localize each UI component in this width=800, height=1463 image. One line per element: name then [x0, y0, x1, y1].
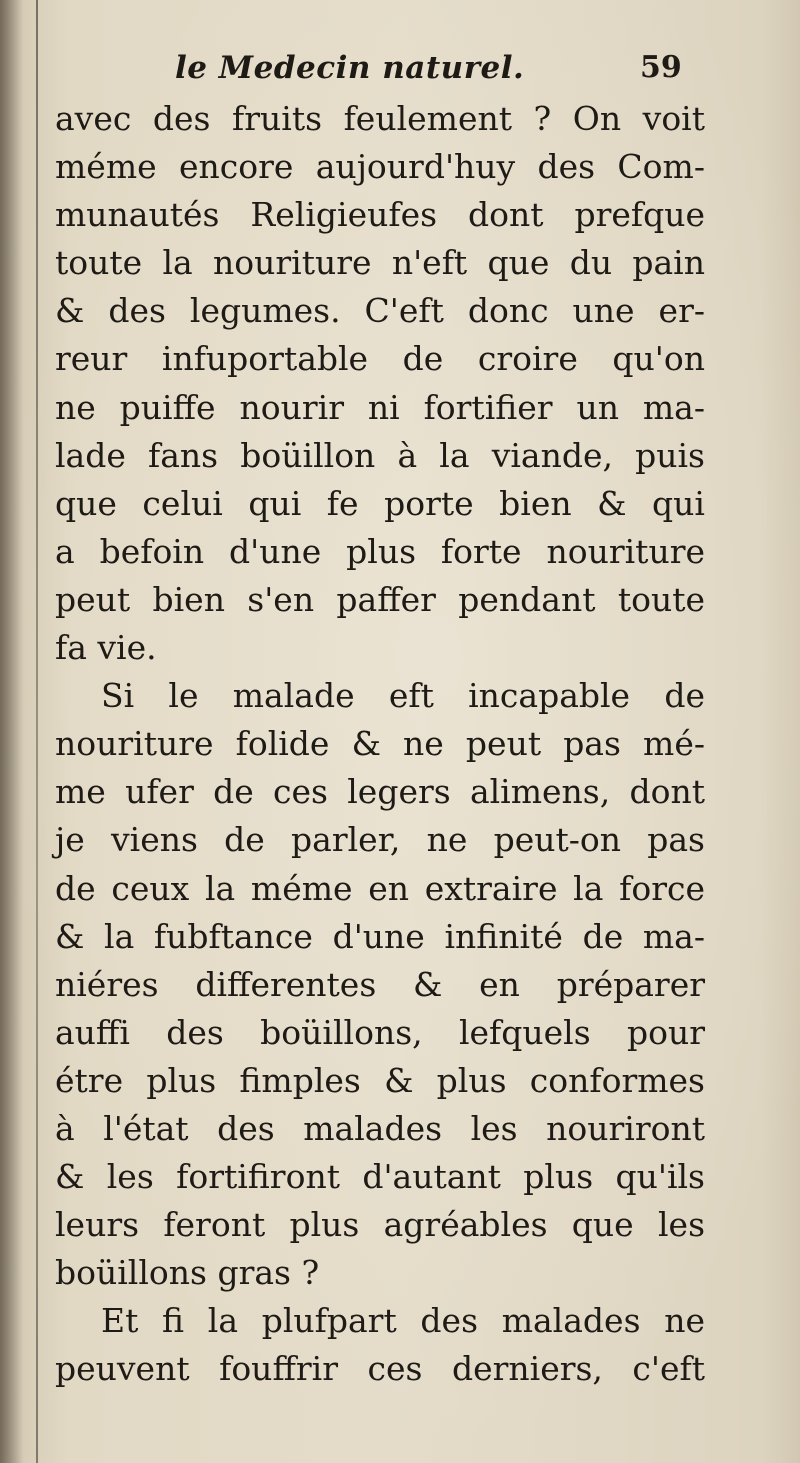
- text-line: & des legumes. C'eft donc une er-: [55, 291, 705, 331]
- text-line: que celui qui fe porte bien & qui: [55, 483, 705, 523]
- text-line: auffi des boüillons, lefquels pour: [55, 1012, 705, 1052]
- text-line: me ufer de ces legers alimens, dont: [55, 772, 705, 812]
- text-line: étre plus fimples & plus conformes: [55, 1060, 705, 1100]
- text-line: ne puiffe nourir ni fortifier un ma-: [55, 387, 705, 427]
- text-line: à l'état des malades les nouriront: [55, 1108, 705, 1148]
- text-line: leurs feront plus agréables que les: [55, 1205, 705, 1245]
- text-line: toute la nouriture n'eft que du pain: [55, 243, 705, 283]
- text-line: nouriture folide & ne peut pas mé-: [55, 724, 705, 764]
- text-line: je viens de parler, ne peut-on pas: [55, 820, 705, 860]
- running-head: [0, 50, 800, 90]
- text-line: méme encore aujourd'huy des Com-: [55, 147, 705, 187]
- text-line: munautés Religieufes dont prefque: [55, 195, 705, 235]
- text-line: fa vie.: [55, 628, 157, 668]
- text-line: avec des fruits feulement ? On voit: [55, 99, 705, 138]
- text-line: peuvent fouffrir ces derniers, c'eft: [55, 1349, 705, 1389]
- text-line: peut bien s'en paffer pendant toute: [55, 579, 705, 619]
- text-line: Si le malade eft incapable de: [101, 676, 705, 716]
- text-line: niéres differentes & en préparer: [55, 964, 705, 1004]
- text-line: boüillons gras ?: [55, 1253, 320, 1293]
- text-line: Et fi la plufpart des malades ne: [101, 1301, 705, 1341]
- text-line: de ceux la méme en extraire la force: [55, 868, 705, 908]
- body-text: [55, 95, 705, 1394]
- page-number: 59: [640, 50, 682, 85]
- text-line: & la fubftance d'une infinité de ma-: [55, 916, 705, 956]
- text-line: reur infuportable de croire qu'on: [55, 339, 705, 379]
- running-title: le Medecin naturel.: [175, 50, 525, 86]
- text-line: lade fans boüillon à la viande, puis: [55, 435, 705, 475]
- binding-shadow: [0, 0, 24, 1463]
- text-line: a befoin d'une plus forte nouriture: [55, 531, 705, 571]
- text-line: & les fortifiront d'autant plus qu'ils: [55, 1157, 705, 1197]
- margin-rule: [36, 0, 38, 1463]
